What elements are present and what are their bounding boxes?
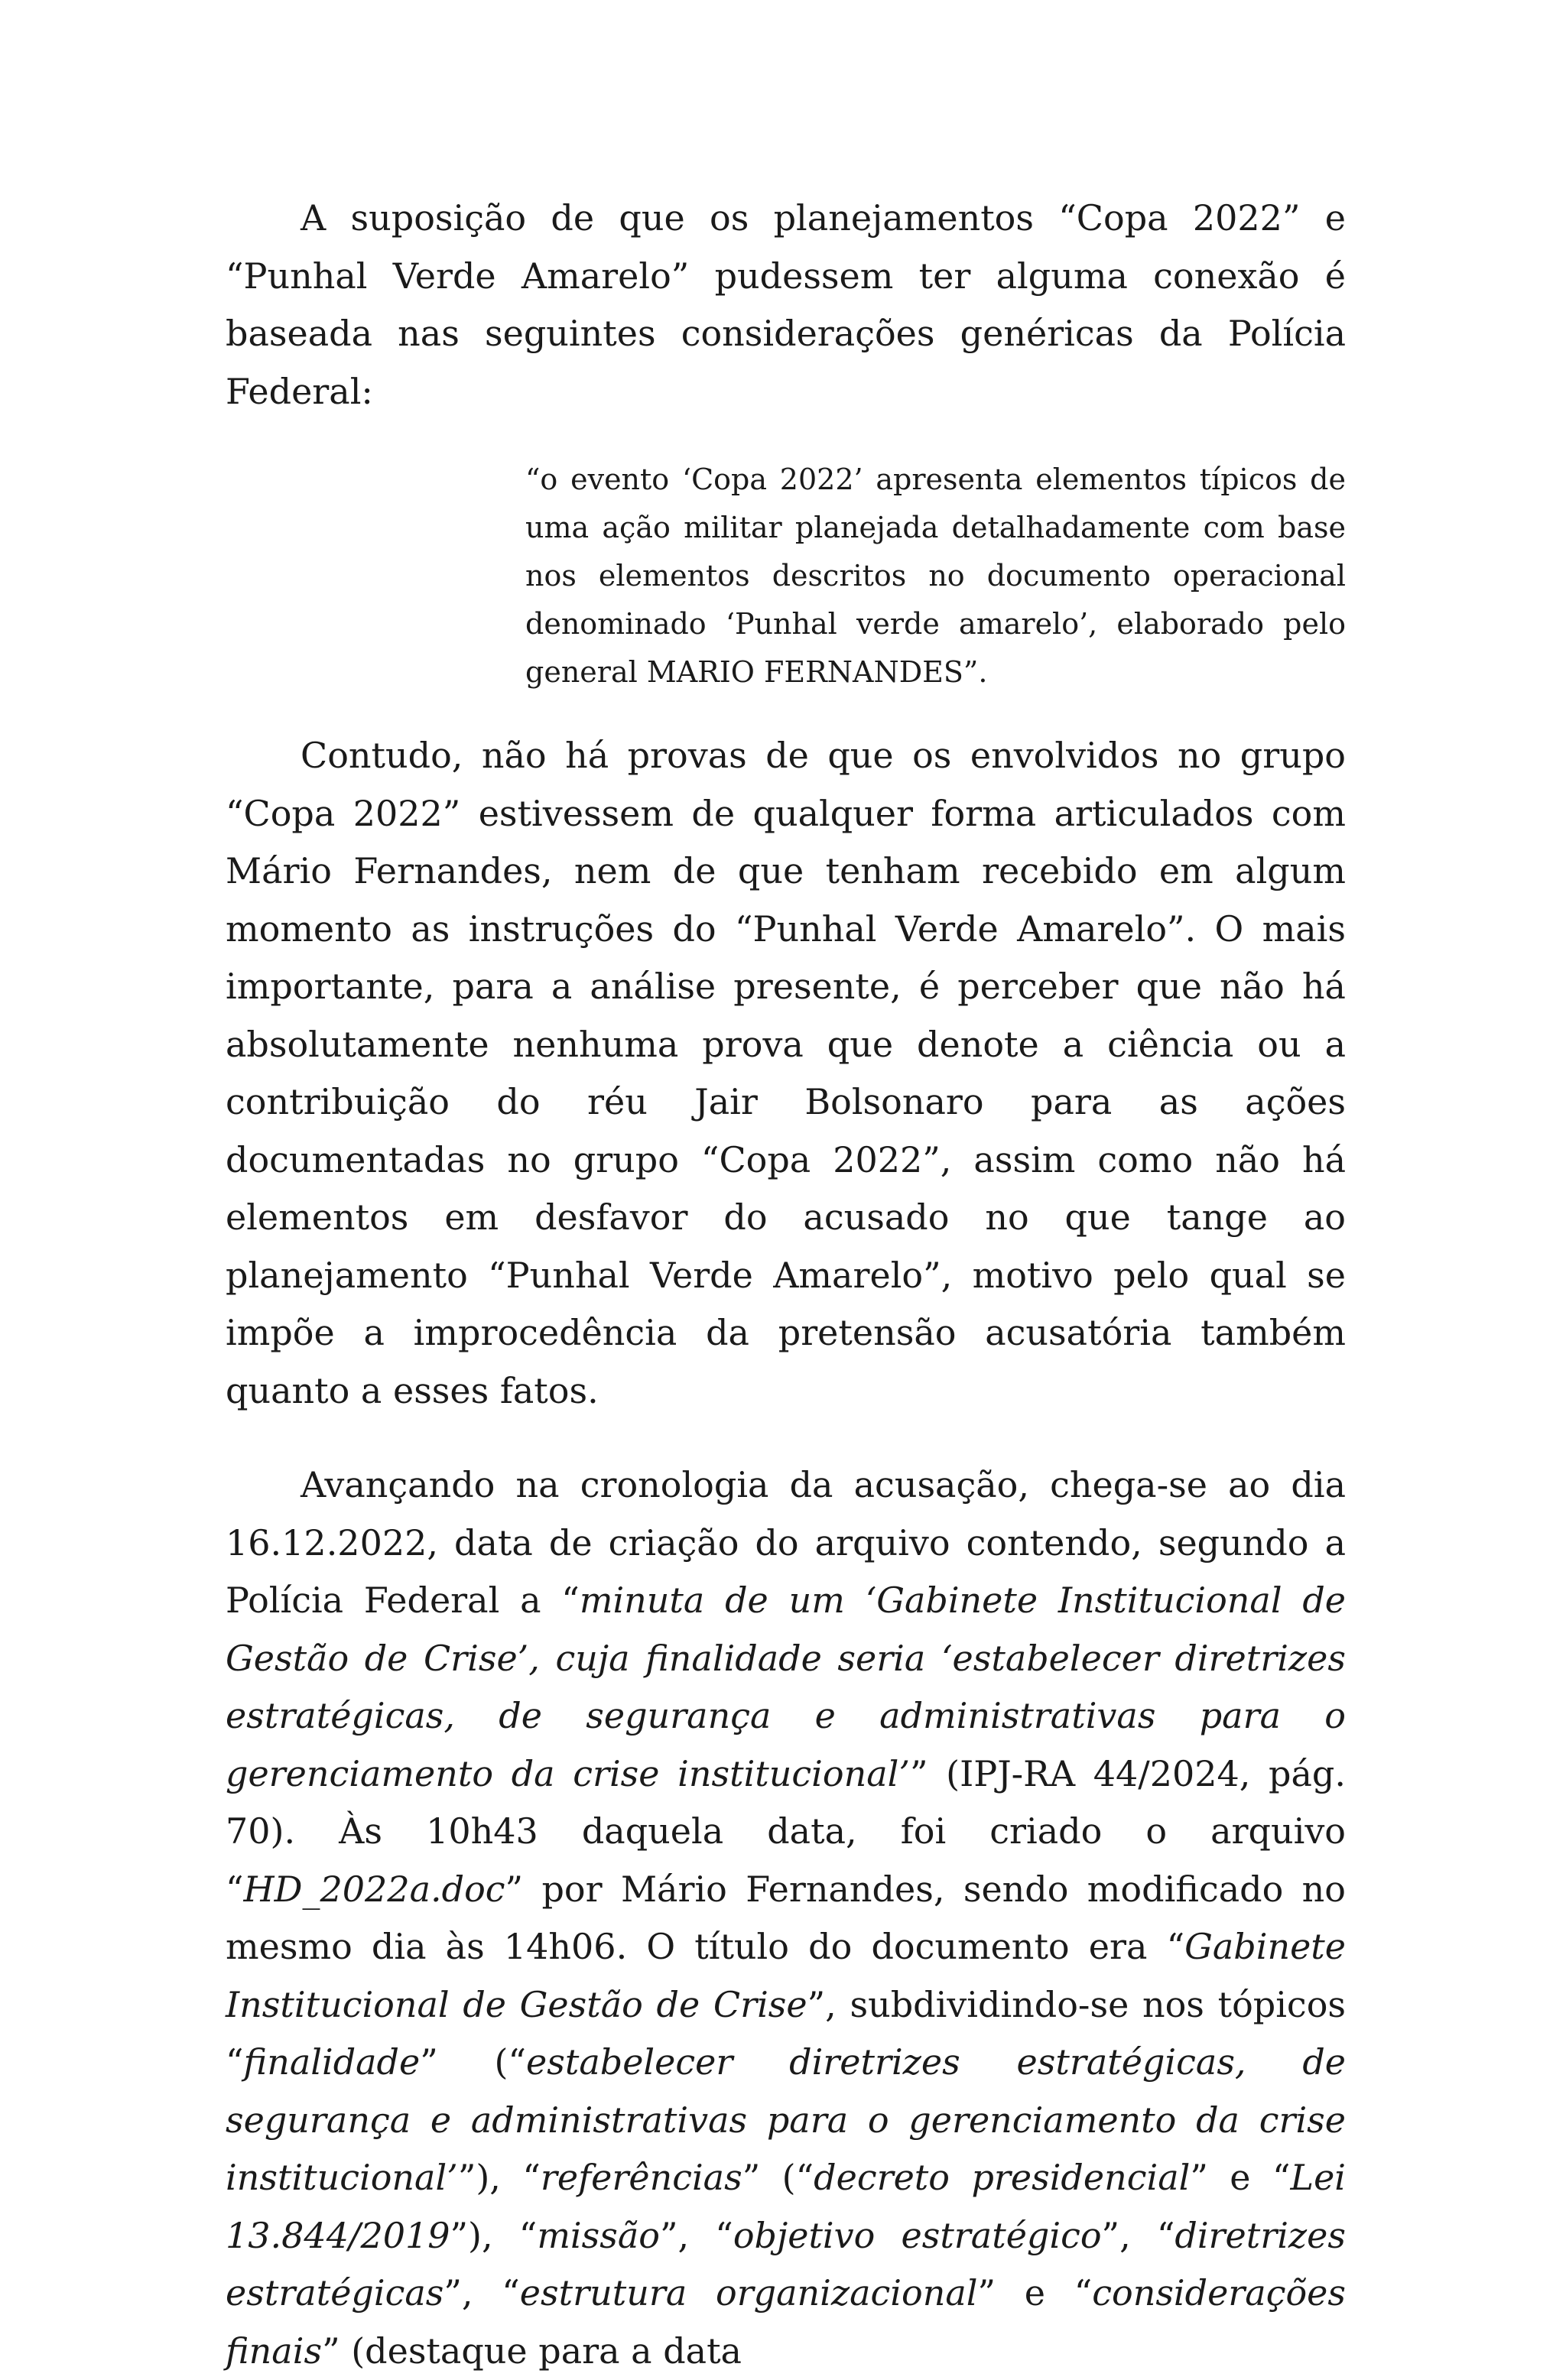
- italic-run: estabelecer diretrizes estratégicas, de segurança e administrativas para o gerenciamento da crise institucional’: [226, 2041, 1347, 2198]
- text-run: ”, subdividindo-se nos tópicos “: [226, 1983, 1346, 2083]
- italic-run: minuta de um ‘Gabinete Institucional de Gestão de Crise’, cuja finalidade seria ‘estabelecer diretrizes estratégicas, de segurança e administrativas para o gerenciamento da crise institucional’: [226, 1580, 1346, 1794]
- paragraph-intro: A suposição de que os planejamentos “Copa 2022” e “Punhal Verde Amarelo” pudessem ter alguma conexão é baseada nas seguintes considerações genéricas da Polícia Federal:: [226, 197, 1346, 412]
- paragraph-no-evidence: Contudo, não há provas de que os envolvidos no grupo “Copa 2022” estivessem de qualquer forma articulados com Mário Fernandes, nem de que tenham recebido em algum momento as instruções do “Punhal Verde Amarelo”. O mais importante, para a análise presente, é perceber que não há absolutamente nenhuma prova que denote a ciência ou a contribuição do réu Jair Bolsonaro para as ações documentadas no grupo “Copa 2022”, assim como não há elementos em desfavor do acusado no que tange ao planejamento “Punhal Verde Amarelo”, motivo pelo qual se impõe a improcedência da pretensão acusatória também quanto a esses fatos.: [226, 735, 1346, 1411]
- text-run: ” e “: [1190, 2157, 1291, 2198]
- italic-run: referências: [540, 2157, 742, 2198]
- document-body: [226, 190, 1346, 2380]
- italic-run: objetivo estratégico: [733, 2214, 1102, 2256]
- text-run: ”, “: [443, 2272, 520, 2313]
- italic-run: diretrizes estratégicas: [226, 2214, 1346, 2313]
- text-run: ”), “: [457, 2157, 541, 2198]
- italic-run: HD_2022a.doc: [243, 1868, 505, 1910]
- text-run: ”, “: [1101, 2214, 1175, 2256]
- italic-run: considerações finais: [226, 2272, 1347, 2372]
- block-quote: “o evento ‘Copa 2022’ apresenta elementos típicos de uma ação militar planejada detalhadamente com base nos elementos descritos no documento operacional denominado ‘Punhal verde amarelo’, elaborado pelo general MARIO FERNANDES”.: [525, 463, 1346, 689]
- italic-run: decreto presidencial: [814, 2157, 1191, 2198]
- italic-run: Lei 13.844/2019: [226, 2157, 1346, 2256]
- text-run: ” e “: [977, 2272, 1093, 2313]
- text-run: ” (“: [742, 2157, 814, 2198]
- text-run: ” (“: [420, 2041, 527, 2083]
- italic-run: Gabinete Institucional de Gestão de Crise: [226, 1926, 1346, 2025]
- text-run: Avançando na cronologia da acusação, chega-se ao dia 16.12.2022, data de criação do arquivo contendo, segundo a Polícia Federal a “: [226, 1464, 1346, 1621]
- paragraph-chronology: [226, 1456, 1346, 2380]
- italic-run: missão: [537, 2214, 660, 2256]
- italic-run: estrutura organizacional: [519, 2272, 978, 2313]
- text-run: ” (IPJ-RA 44/2024, pág. 70). Às 10h43 daquela data, foi criado o arquivo “: [226, 1752, 1346, 1910]
- italic-run: finalidade: [243, 2041, 421, 2083]
- text-run: ” (destaque para a data: [322, 2330, 742, 2372]
- text-run: ”, “: [659, 2214, 733, 2256]
- text-run: ”), “: [450, 2214, 538, 2256]
- text-run: ” por Mário Fernandes, sendo modificado no mesmo dia às 14h06. O título do documento era “: [226, 1868, 1346, 1967]
